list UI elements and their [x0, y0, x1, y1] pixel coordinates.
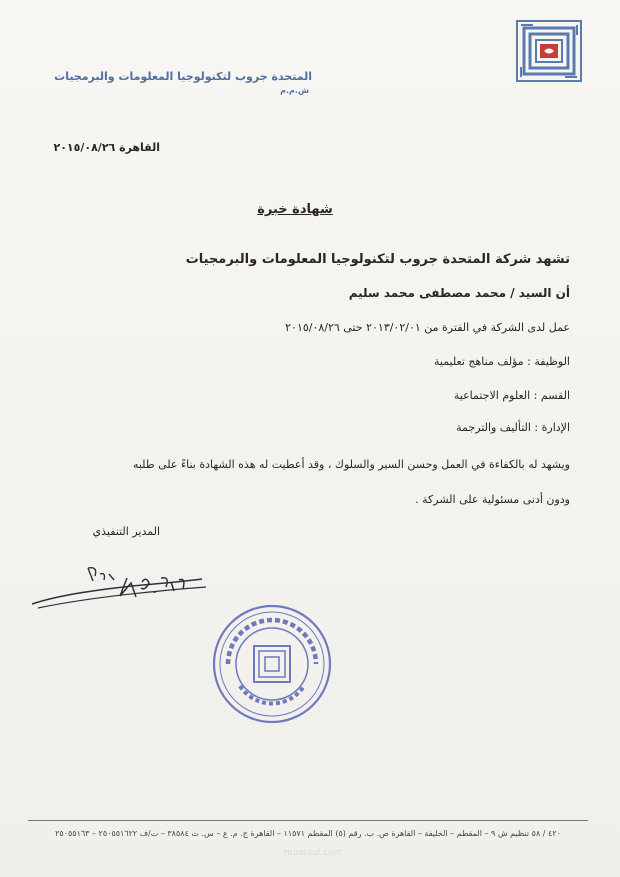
handwritten-signature [30, 560, 210, 620]
job-title-line: الوظيفة : مؤلف مناهج تعليمية [433, 355, 570, 368]
company-logo-icon [516, 20, 582, 82]
document-title: شهادة خبرة [257, 202, 333, 217]
employment-period: عمل لدى الشركة في الفترة من ٢٠١٣/٠٢/٠١ حتى ٢٠١٥/٠٨/٢٦ [285, 321, 570, 334]
document-date: القاهرة ٢٠١٥/٠٨/٢٦ [53, 141, 160, 154]
company-stamp [210, 602, 334, 726]
administration-line: الإدارة : التأليف والترجمة [456, 421, 570, 434]
witness-statement-2: ودون أدنى مسئولية على الشركة . [415, 493, 570, 506]
footer-address: ٤٢٠ / ٥٨ تنظيم ش ٩ – المقطم – الخليفة – القاهرة ص. ب. رقم (٥) المقطم ١١٥٧١ – القاهرة ج. م. ع – س. ت ٣٨٥٨٤ – ت/ف ٢٥٠٥٥١٦٢٢ – ٢٥٠٥٥١٦٣ [55, 829, 561, 838]
certificate-intro: تشهد شركة المتحدة جروب لتكنولوجيا المعلومات والبرمجيات [185, 252, 570, 267]
department-line: القسم : العلوم الاجتماعية [453, 389, 570, 402]
company-header [36, 70, 312, 96]
witness-statement-1: ويشهد له بالكفاءة في العمل وحسن السير والسلوك ، وقد أعطيت له هذه الشهادة بناءً على طلبه [132, 458, 570, 471]
employee-name-line: أن السيد / محمد مصطفى محمد سليم [348, 286, 570, 300]
footer-divider [28, 820, 588, 821]
company-suffix: ش.م.م [280, 86, 309, 95]
company-name: المتحدة جروب لتكنولوجيا المعلومات والبرمجيات [54, 70, 312, 83]
signatory-title: المدير التنفيذي [92, 525, 160, 538]
watermark-text: mostaql.com [284, 848, 343, 858]
